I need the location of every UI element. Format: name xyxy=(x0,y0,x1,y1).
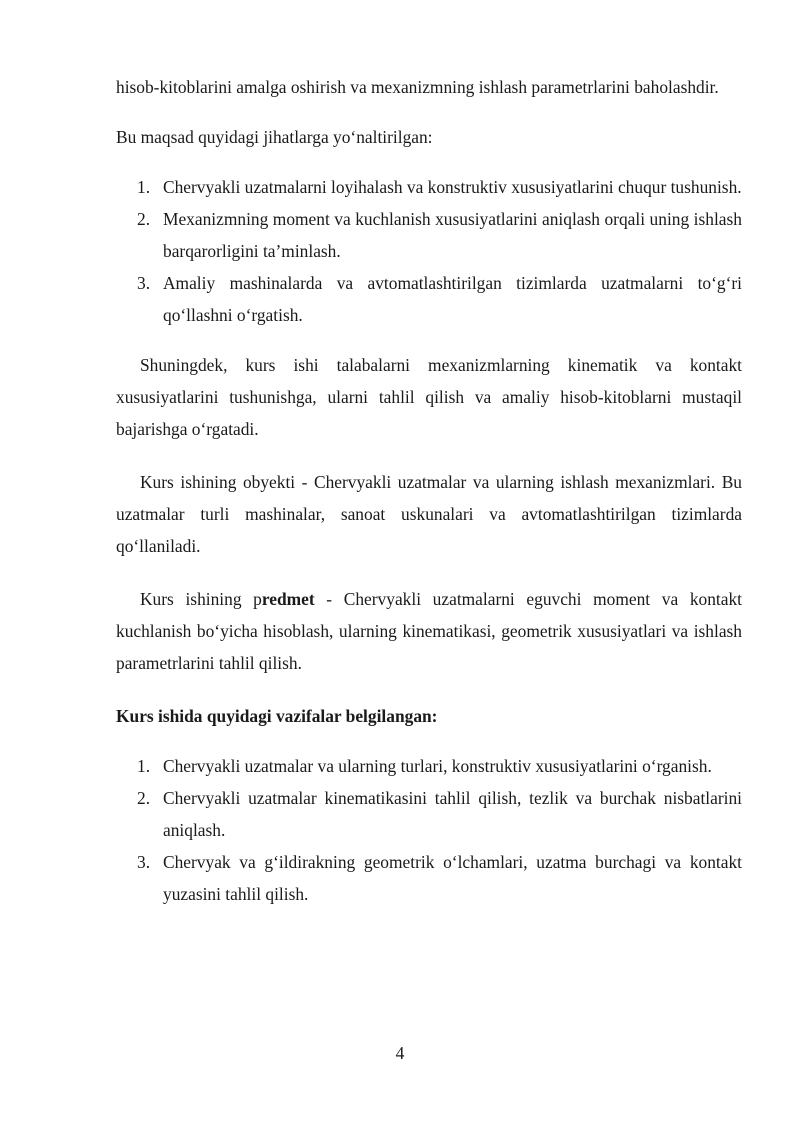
intro-continuation-paragraph: hisob-kitoblarini amalga oshirish va mexanizmning ishlash parametrlarini baholashdir. xyxy=(116,77,719,97)
list-item-text: Chervyakli uzatmalarni loyihalash va konstruktiv xususiyatlarini chuqur tushunish. xyxy=(163,177,742,197)
list-item xyxy=(116,782,742,846)
list-item xyxy=(116,750,742,782)
list-item-text: Chervyak va g‘ildirakning geometrik o‘lchamlari, uzatma burchagi va kontakt yuzasini tahlil qilish. xyxy=(163,852,742,904)
predmet-text: - Chervyakli uzatmalarni eguvchi moment va kontakt kuchlanish bo‘yicha hisoblash, ularning kinematikasi, geometrik xususiyatlari va ishlash parametrlarini tahlil qilish. xyxy=(116,589,742,673)
list-item xyxy=(116,846,742,910)
list-number: 1. xyxy=(137,177,151,197)
obyekt-paragraph: Kurs ishining obyekti - Chervyakli uzatmalar va ularning ishlash mexanizmlari. Bu uzatmalar turli mashinalar, sanoat uskunalari va avtomatlashtirilgan tizimlarda qo‘llaniladi. xyxy=(116,472,742,556)
list-number: 3. xyxy=(137,273,151,293)
predmet-prefix: Kurs ishining p xyxy=(140,589,262,609)
list-item-text: Mexanizmning moment va kuchlanish xususiyatlarini aniqlash orqali uning ishlash barqarorligini ta’minlash. xyxy=(163,209,742,261)
list-item-text: Amaliy mashinalarda va avtomatlashtirilgan tizimlarda uzatmalarni to‘g‘ri qo‘llashni o‘rgatish. xyxy=(163,273,742,325)
list-item-text: Chervyakli uzatmalar va ularning turlari, konstruktiv xususiyatlarini o‘rganish. xyxy=(163,756,712,776)
list-item xyxy=(116,267,742,331)
tasks-heading: Kurs ishida quyidagi vazifalar belgilangan: xyxy=(116,706,438,726)
predmet-paragraph xyxy=(116,583,742,679)
list-item xyxy=(116,203,742,267)
aim-lead-paragraph: Bu maqsad quyidagi jihatlarga yo‘naltirilgan: xyxy=(116,127,433,147)
list-item xyxy=(116,171,742,203)
document-page xyxy=(116,71,742,910)
list-number: 1. xyxy=(137,756,151,776)
page-number: 4 xyxy=(395,1043,405,1063)
tasks-list xyxy=(116,750,742,910)
predmet-bold-word: redmet xyxy=(261,589,315,609)
shuningdek-paragraph: Shuningdek, kurs ishi talabalarni mexanizmlarning kinematik va kontakt xususiyatlarini tushunishga, ularni tahlil qilish va amaliy hisob-kitoblarni mustaqil bajarishga o‘rgatadi. xyxy=(116,355,742,439)
aim-list xyxy=(116,171,742,331)
list-item-text: Chervyakli uzatmalar kinematikasini tahlil qilish, tezlik va burchak nisbatlarini aniqlash. xyxy=(163,788,742,840)
list-number: 3. xyxy=(137,852,151,872)
list-number: 2. xyxy=(137,209,151,229)
list-number: 2. xyxy=(137,788,151,808)
